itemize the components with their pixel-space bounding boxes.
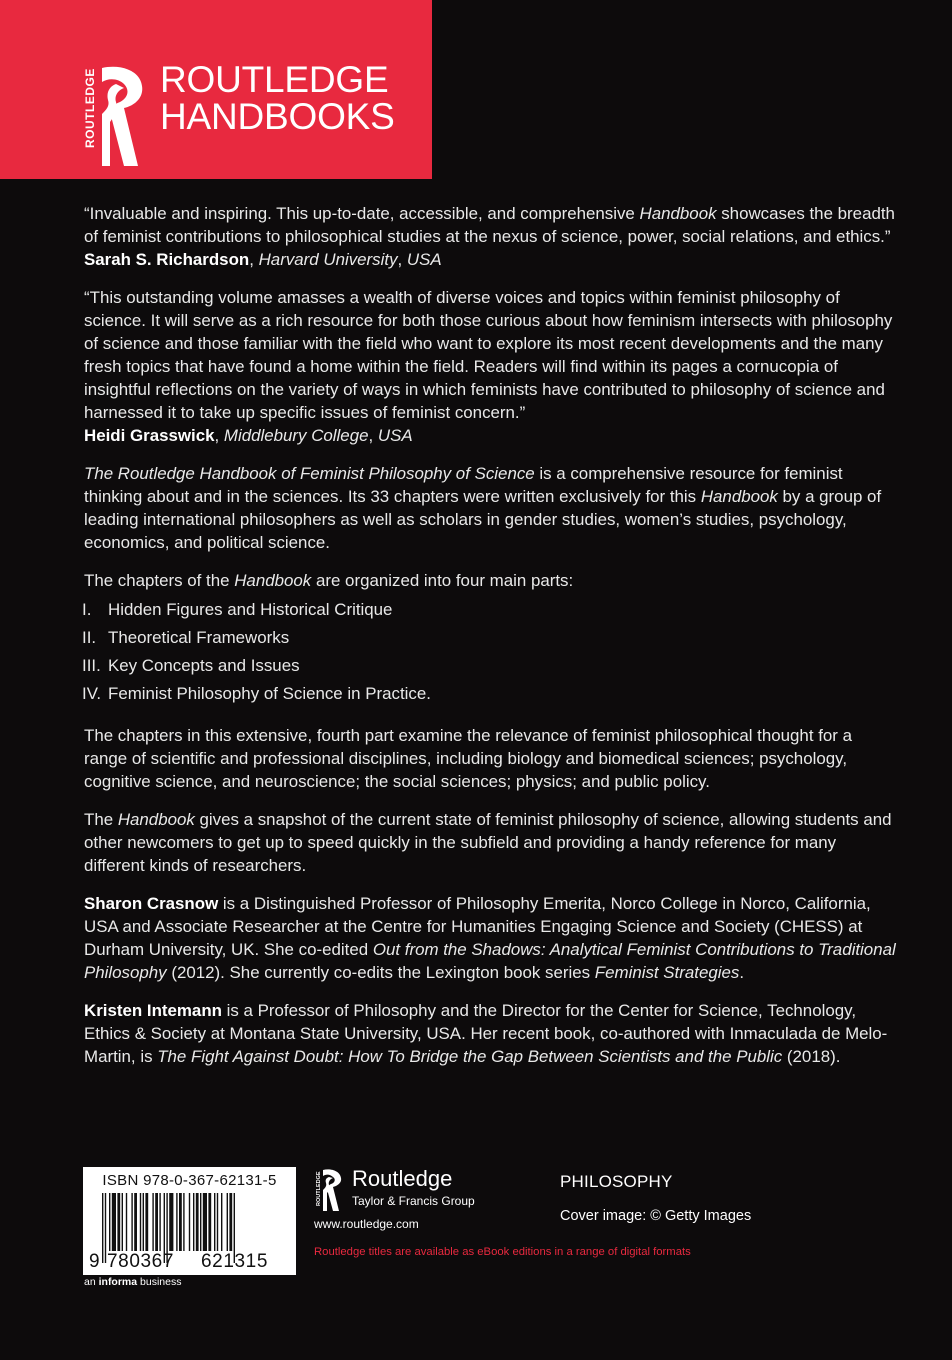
barcode-bar bbox=[196, 1193, 199, 1251]
barcode-bar bbox=[122, 1193, 123, 1251]
barcode-bar bbox=[109, 1193, 110, 1251]
barcode-bar bbox=[183, 1193, 184, 1251]
list-item: II. Theoretical Frameworks bbox=[82, 628, 290, 647]
routledge-profiles-icon bbox=[314, 1168, 344, 1212]
barcode-bar bbox=[152, 1193, 153, 1251]
editor-bio-2: Kristen Intemann is a Professor of Philosophy and the Director for the Center for Science, Technology, Ethics & Society at Montana State University, USA. Her recent book, co-authored with Inmaculada de Melo-Martin, is The Fight Against Doubt: How To Bridge the Gap Between Scientists and the Public (2018). bbox=[84, 1001, 888, 1066]
publisher-url[interactable]: www.routledge.com bbox=[314, 1217, 419, 1231]
endorsement-2 bbox=[84, 286, 899, 447]
svg-text:ROUTLEDGE: ROUTLEDGE bbox=[83, 68, 97, 148]
barcode-digits-left: 780367 bbox=[107, 1251, 175, 1272]
barcode-bar bbox=[179, 1193, 182, 1251]
endorsement-1 bbox=[84, 202, 899, 271]
fourth-part-paragraph: The chapters in this extensive, fourth part examine the relevance of feminist philosophical thought for a range of scientific and professional disciplines, including biology and biomedical sciences; psychology, cognitive science, and neuroscience; the social sciences; physics; and public policy. bbox=[84, 726, 853, 791]
barcode-digit-first: 9 bbox=[89, 1251, 101, 1272]
barcode-bar bbox=[227, 1193, 228, 1251]
list-item: III. Key Concepts and Issues bbox=[82, 656, 300, 675]
isbn-barcode bbox=[83, 1167, 296, 1275]
barcode-bar bbox=[208, 1193, 211, 1251]
barcode-bar bbox=[229, 1193, 232, 1251]
barcode-bar bbox=[143, 1193, 144, 1251]
parts-list bbox=[82, 596, 899, 708]
isbn-label: ISBN 978-0-367-62131-5 bbox=[102, 1172, 277, 1189]
endorser: Heidi Grasswick, Middlebury College, USA bbox=[84, 426, 413, 445]
barcode-bar bbox=[102, 1193, 103, 1263]
barcode-bar bbox=[134, 1193, 137, 1251]
barcode-bar bbox=[203, 1193, 207, 1251]
list-item: I. Hidden Figures and Historical Critique bbox=[82, 600, 393, 619]
subject-category: PHILOSOPHY bbox=[560, 1172, 673, 1191]
barcode-bar bbox=[200, 1193, 201, 1251]
barcode-bar bbox=[193, 1193, 194, 1251]
barcode-bar bbox=[159, 1193, 160, 1251]
barcode-bar bbox=[126, 1193, 127, 1251]
informa-tagline: an informa business bbox=[84, 1276, 182, 1288]
barcode-bar bbox=[176, 1193, 177, 1251]
barcode-bar bbox=[189, 1193, 190, 1251]
publisher-name: Routledge bbox=[352, 1166, 453, 1191]
endorsement-quote: “Invaluable and inspiring. This up-to-date, accessible, and comprehensive Handbook showcases the breadth of feminist contributions to philosophical studies at the nexus of science, power, social relations, and ethics.” bbox=[84, 204, 895, 246]
series-title-line1: ROUTLEDGE bbox=[160, 59, 389, 100]
book-description: The Routledge Handbook of Feminist Philosophy of Science is a comprehensive resource for feminist thinking about and in the sciences. Its 33 chapters were written exclusively for this Handbook by a group of leading international philosophers as well as scholars in gender studies, women’s studies, psychology, economics, and political science. bbox=[84, 464, 882, 552]
barcode-bar bbox=[112, 1193, 116, 1251]
back-cover-text bbox=[84, 202, 899, 1083]
barcode-bar bbox=[221, 1193, 222, 1251]
publisher-group: Taylor & Francis Group bbox=[352, 1194, 475, 1208]
barcode-bar bbox=[117, 1193, 120, 1251]
barcode-bar bbox=[214, 1193, 215, 1251]
barcode-bar bbox=[145, 1193, 148, 1251]
barcode-bar bbox=[169, 1193, 173, 1251]
barcode-digits-right: 621315 bbox=[201, 1251, 269, 1272]
endorser: Sarah S. Richardson, Harvard University, USA bbox=[84, 250, 442, 269]
series-title-line2: HANDBOOKS bbox=[160, 96, 395, 137]
list-item: IV. Feminist Philosophy of Science in Practice. bbox=[82, 684, 431, 703]
endorsement-quote: “This outstanding volume amasses a wealth of diverse voices and topics within feminist philosophy of science. It will serve as a rich resource for both those curious about how feminism intersects with philosophy of science and those familiar with the field who want to explore its most recent developments and the many fresh topics that have found a home within the field. Readers will find within its pages a cornucopia of insightful reflections on the variety of ways in which feminists have contributed to philosophy of science and harnessed it to take up specific issues of feminist concern.” bbox=[84, 288, 893, 422]
snapshot-paragraph: The Handbook gives a snapshot of the current state of feminist philosophy of science, allowing students and other newcomers to get up to speed quickly in the subfield and providing a handy reference for many different kinds of researchers. bbox=[84, 810, 892, 875]
ebook-note: Routledge titles are available as eBook editions in a range of digital formats bbox=[314, 1246, 691, 1258]
editor-bio-1: Sharon Crasnow is a Distinguished Professor of Philosophy Emerita, Norco College in Norco, California, USA and Associate Researcher at the Centre for Humanities Engaging Science and Society (CHESS) at Durham University, UK. She co-edited Out from the Shadows: Analytical Feminist Contributions to Traditional Philosophy (2012). She currently co-edits the Lexington book series Feminist Strategies. bbox=[84, 894, 896, 982]
series-brand-block bbox=[0, 0, 432, 179]
barcode-bar bbox=[217, 1193, 218, 1251]
barcode-bar bbox=[140, 1193, 141, 1251]
svg-text:ROUTLEDGE: ROUTLEDGE bbox=[316, 1171, 322, 1206]
series-title bbox=[160, 61, 395, 135]
barcode-bar bbox=[105, 1193, 106, 1263]
barcode-bar bbox=[131, 1193, 132, 1251]
cover-credit: Cover image: © Getty Images bbox=[560, 1208, 752, 1224]
routledge-profiles-icon bbox=[80, 64, 152, 168]
parts-intro: The chapters of the Handbook are organized into four main parts: bbox=[84, 571, 574, 590]
barcode-bar bbox=[155, 1193, 158, 1251]
